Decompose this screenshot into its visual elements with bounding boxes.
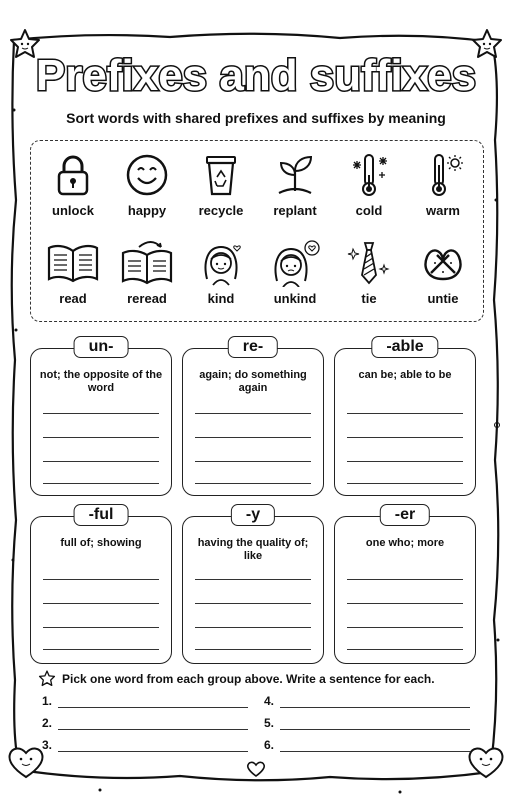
word-label: warm xyxy=(426,203,460,218)
answer-line[interactable] xyxy=(43,627,159,628)
word-card xyxy=(109,239,185,306)
star-icon xyxy=(38,670,56,687)
word-card xyxy=(183,239,259,306)
word-label: recycle xyxy=(198,203,244,218)
title-text: Prefixes and suffixes xyxy=(36,51,476,100)
answer-line[interactable] xyxy=(347,627,463,628)
open-book-icon xyxy=(45,239,101,287)
word-card xyxy=(35,239,111,306)
answer-line[interactable] xyxy=(195,649,311,650)
group-tag: -er xyxy=(380,504,430,526)
group-meaning: can be; able to be xyxy=(358,369,452,381)
subtitle: Sort words with shared prefixes and suffixes by meaning xyxy=(66,110,446,126)
answer-line[interactable] xyxy=(195,579,311,580)
instruction-text: Pick one word from each group above. Write a sentence for each. xyxy=(62,671,435,686)
answer-line[interactable] xyxy=(347,579,463,580)
recycle-bin-icon xyxy=(197,151,245,199)
group-box-re[interactable] xyxy=(182,338,324,496)
answer-line[interactable] xyxy=(43,413,159,414)
answer-line[interactable] xyxy=(347,649,463,650)
heart-bottom-icon xyxy=(246,760,266,778)
sprout-icon xyxy=(271,151,319,199)
group-meaning: one who; more xyxy=(365,537,445,549)
word-card xyxy=(257,151,333,218)
word-card xyxy=(331,151,407,218)
word-label: read xyxy=(59,291,87,306)
word-label: untie xyxy=(427,291,459,306)
sentence-number: 5. xyxy=(264,716,275,730)
necktie-icon xyxy=(345,239,393,287)
warm-thermometer-icon xyxy=(419,151,467,199)
word-label: happy xyxy=(127,203,167,218)
answer-line[interactable] xyxy=(43,603,159,604)
answer-line[interactable] xyxy=(43,437,159,438)
smiley-face-icon xyxy=(123,151,171,199)
group-box-able[interactable] xyxy=(334,338,476,496)
heart-corner-icon xyxy=(6,744,46,780)
sentence-line[interactable] xyxy=(58,717,248,730)
word-label: replant xyxy=(273,203,317,218)
word-card xyxy=(183,151,259,218)
group-box-y[interactable] xyxy=(182,506,324,664)
pretzel-knot-icon xyxy=(419,239,467,287)
group-box-un[interactable] xyxy=(30,338,172,496)
sentence-row xyxy=(42,716,248,730)
sentence-row xyxy=(264,738,470,752)
sentence-row xyxy=(264,694,470,708)
answer-line[interactable] xyxy=(347,413,463,414)
word-label: reread xyxy=(127,291,167,306)
word-label: cold xyxy=(355,203,383,218)
group-tag: -able xyxy=(371,336,438,358)
word-label: unkind xyxy=(273,291,317,306)
answer-line[interactable] xyxy=(347,603,463,604)
word-card xyxy=(405,151,481,218)
sentence-number: 6. xyxy=(264,738,275,752)
padlock-icon xyxy=(49,151,97,199)
word-card xyxy=(405,239,481,306)
cold-thermometer-icon xyxy=(345,151,393,199)
answer-line[interactable] xyxy=(43,579,159,580)
answer-line[interactable] xyxy=(195,627,311,628)
answer-line[interactable] xyxy=(347,437,463,438)
group-tag: un- xyxy=(74,336,129,358)
word-label: tie xyxy=(361,291,377,306)
answer-line[interactable] xyxy=(195,461,311,462)
answer-line[interactable] xyxy=(43,483,159,484)
sentence-line[interactable] xyxy=(280,717,470,730)
sentence-line[interactable] xyxy=(58,695,248,708)
answer-line[interactable] xyxy=(195,603,311,604)
girl-heart-icon xyxy=(197,239,245,287)
group-box-ful[interactable] xyxy=(30,506,172,664)
word-card xyxy=(109,151,185,218)
answer-line[interactable] xyxy=(195,437,311,438)
word-card xyxy=(35,151,111,218)
sentence-row xyxy=(264,716,470,730)
answer-line[interactable] xyxy=(347,483,463,484)
group-tag: re- xyxy=(228,336,278,358)
sentence-line[interactable] xyxy=(58,739,248,752)
word-card xyxy=(257,239,333,306)
word-bank xyxy=(30,140,484,322)
sentence-number: 1. xyxy=(42,694,53,708)
group-box-er[interactable] xyxy=(334,506,476,664)
answer-line[interactable] xyxy=(195,483,311,484)
sentence-row xyxy=(42,694,248,708)
girl-sad-heart-icon xyxy=(269,239,321,287)
answer-line[interactable] xyxy=(195,413,311,414)
sentence-line[interactable] xyxy=(280,739,470,752)
group-tag: -y xyxy=(231,504,275,526)
sentence-line[interactable] xyxy=(280,695,470,708)
group-meaning: again; do something again xyxy=(199,369,307,394)
sentence-number: 3. xyxy=(42,738,53,752)
heart-corner-icon xyxy=(466,744,506,780)
reread-book-icon xyxy=(119,239,175,287)
sentence-number: 2. xyxy=(42,716,53,730)
sentence-instruction xyxy=(38,670,435,687)
group-tag: -ful xyxy=(74,504,129,526)
answer-line[interactable] xyxy=(43,649,159,650)
word-label: kind xyxy=(207,291,235,306)
word-card xyxy=(331,239,407,306)
answer-line[interactable] xyxy=(347,461,463,462)
group-meaning: full of; showing xyxy=(60,537,142,549)
group-meaning: not; the opposite of the word xyxy=(39,369,163,394)
group-meaning: having the quality of; like xyxy=(197,537,309,562)
page-title xyxy=(0,44,512,104)
sentence-number: 4. xyxy=(264,694,275,708)
answer-line[interactable] xyxy=(43,461,159,462)
sentence-row xyxy=(42,738,248,752)
word-label: unlock xyxy=(52,203,94,218)
